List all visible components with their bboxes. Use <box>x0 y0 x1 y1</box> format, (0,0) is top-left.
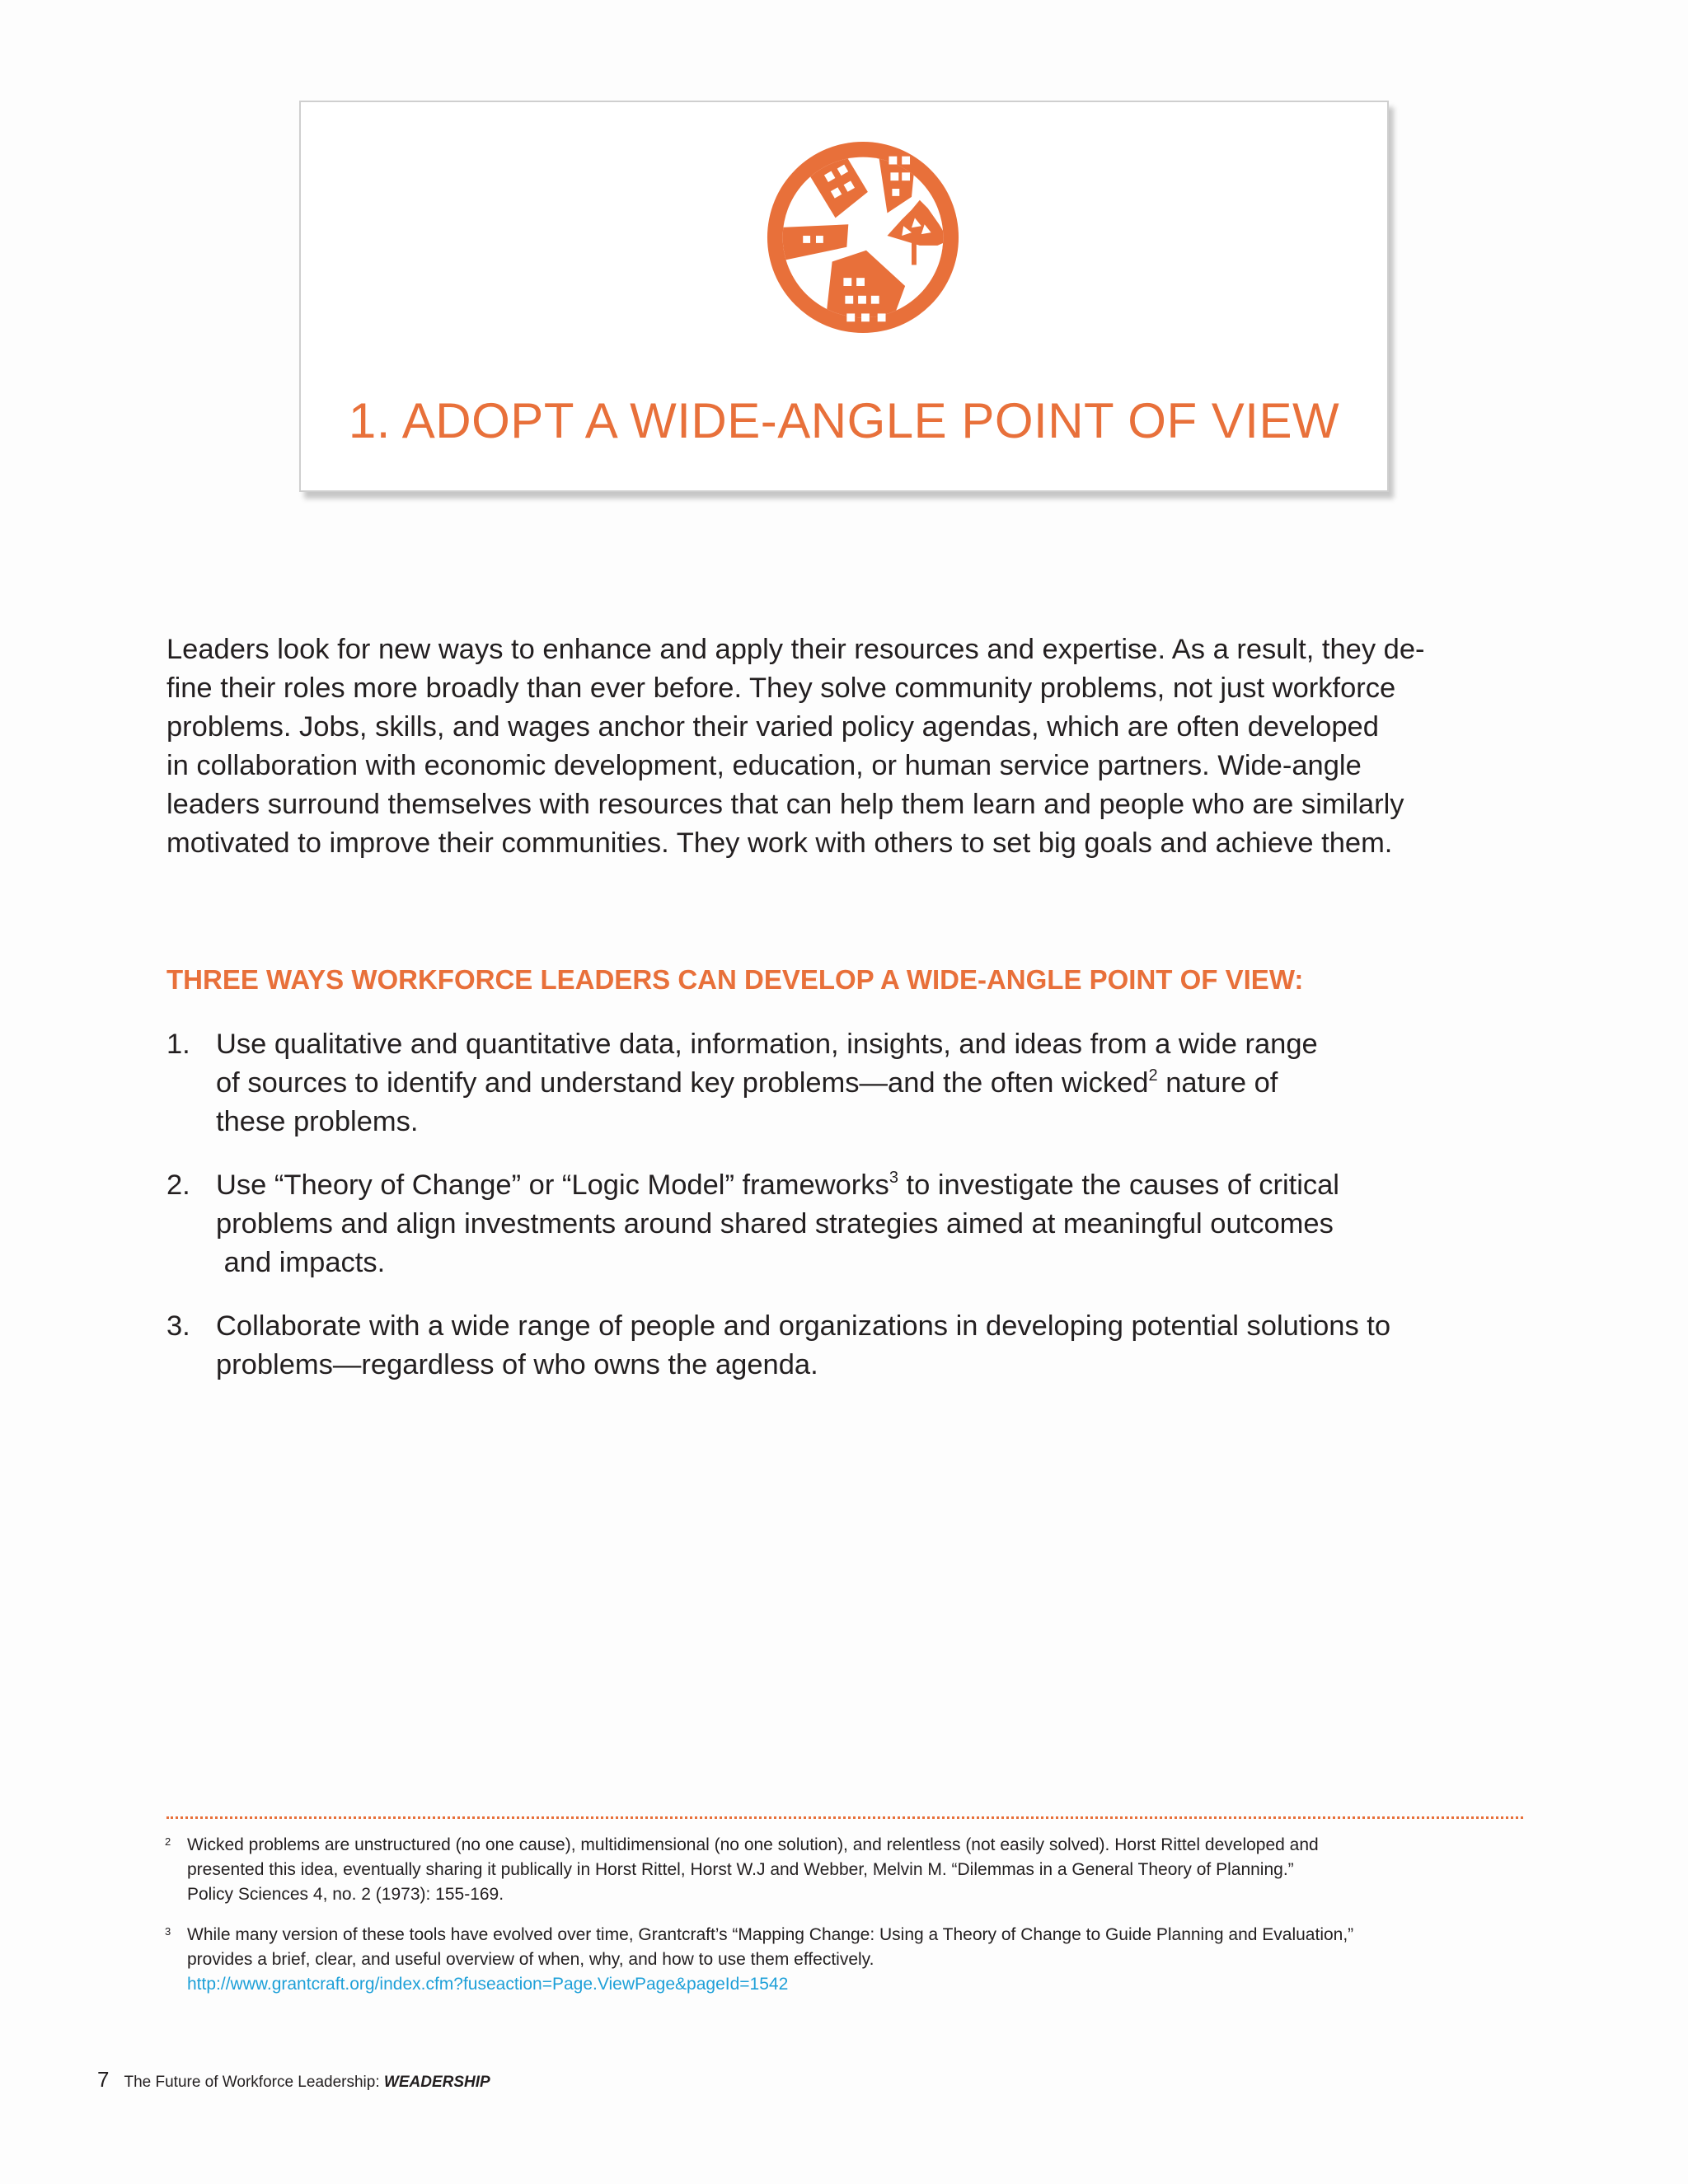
list-item-line: and impacts. <box>216 1247 386 1278</box>
wide-angle-city-icon <box>766 140 960 335</box>
intro-line: problems. Jobs, skills, and wages anchor their varied policy agendas, which are often developed <box>166 711 1379 743</box>
footnote-2 <box>165 1833 1533 1907</box>
footnote-number: 3 <box>165 1925 171 1938</box>
list-item-number: 2. <box>166 1169 190 1201</box>
intro-line: Leaders look for new ways to enhance and apply their resources and expertise. As a result, they de- <box>166 634 1425 665</box>
list-item <box>166 1307 1535 1385</box>
list-item <box>166 1166 1535 1282</box>
page-footer <box>97 2067 490 2093</box>
list-item-text: to investigate the causes of critical <box>898 1169 1339 1201</box>
list-item-line: Collaborate with a wide range of people and organizations in developing potential solutions to <box>216 1310 1391 1342</box>
intro-paragraph <box>166 630 1535 863</box>
list-item <box>166 1025 1535 1141</box>
list-item-number: 1. <box>166 1029 190 1060</box>
ways-list <box>166 1025 1535 1409</box>
publication-brand: WEADERSHIP <box>383 2074 490 2091</box>
footnote-ref: 2 <box>1148 1066 1158 1085</box>
footnote-number: 2 <box>165 1835 171 1848</box>
footnote-line: Policy Sciences 4, no. 2 (1973): 155-169. <box>187 1885 504 1904</box>
footnote-line: While many version of these tools have evolved over time, Grantcraft’s “Mapping Change: Using a Theory of Change to Guide Planning and Evaluation,” <box>187 1925 1354 1944</box>
list-item-line <box>216 1064 1535 1103</box>
section-header-card <box>299 101 1389 492</box>
list-item-text: Use “Theory of Change” or “Logic Model” frameworks <box>216 1169 889 1201</box>
list-item-line: Use qualitative and quantitative data, information, insights, and ideas from a wide range <box>216 1029 1318 1060</box>
footnote-body <box>187 1833 1533 1907</box>
list-item-text: of sources to identify and understand key problems—and the often wicked <box>216 1067 1149 1099</box>
list-item-text: nature of <box>1157 1067 1278 1099</box>
footnote-line: provides a brief, clear, and useful overview of when, why, and how to use them effectively. <box>187 1950 874 1969</box>
ways-heading: THREE WAYS WORKFORCE LEADERS CAN DEVELOP A WIDE-ANGLE POINT OF VIEW: <box>166 964 1304 995</box>
list-item-line <box>216 1166 1535 1205</box>
footnote-line: Wicked problems are unstructured (no one cause), multidimensional (no one solution), and relentless (not easily solved). Horst Rittel developed and <box>187 1835 1319 1854</box>
publication-title: The Future of Workforce Leadership: <box>124 2074 384 2091</box>
intro-line: in collaboration with economic development, education, or human service partners. Wide-angle <box>166 750 1362 781</box>
grantcraft-link[interactable]: http://www.grantcraft.org/index.cfm?fuseaction=Page.ViewPage&pageId=1542 <box>187 1975 789 1994</box>
footnote-divider <box>166 1816 1523 1819</box>
footnote-3 <box>165 1923 1533 1997</box>
footnote-ref: 3 <box>889 1169 898 1187</box>
footnote-line: presented this idea, eventually sharing it publically in Horst Rittel, Horst W.J and Webber, Melvin M. “Dilemmas in a General Theory of Planning.” <box>187 1860 1294 1879</box>
intro-line: motivated to improve their communities. They work with others to set big goals and achieve them. <box>166 827 1393 859</box>
footnote-body <box>187 1923 1533 1997</box>
list-item-line: problems—regardless of who owns the agenda. <box>216 1349 818 1380</box>
list-item-line: these problems. <box>216 1106 419 1137</box>
intro-line: fine their roles more broadly than ever before. They solve community problems, not just workforce <box>166 673 1396 704</box>
section-title: 1. ADOPT A WIDE-ANGLE POINT OF VIEW <box>348 393 1340 448</box>
page-number: 7 <box>97 2067 110 2092</box>
intro-line: leaders surround themselves with resources that can help them learn and people who are similarly <box>166 789 1404 820</box>
list-item-number: 3. <box>166 1310 190 1342</box>
list-item-line: problems and align investments around shared strategies aimed at meaningful outcomes <box>216 1208 1334 1240</box>
